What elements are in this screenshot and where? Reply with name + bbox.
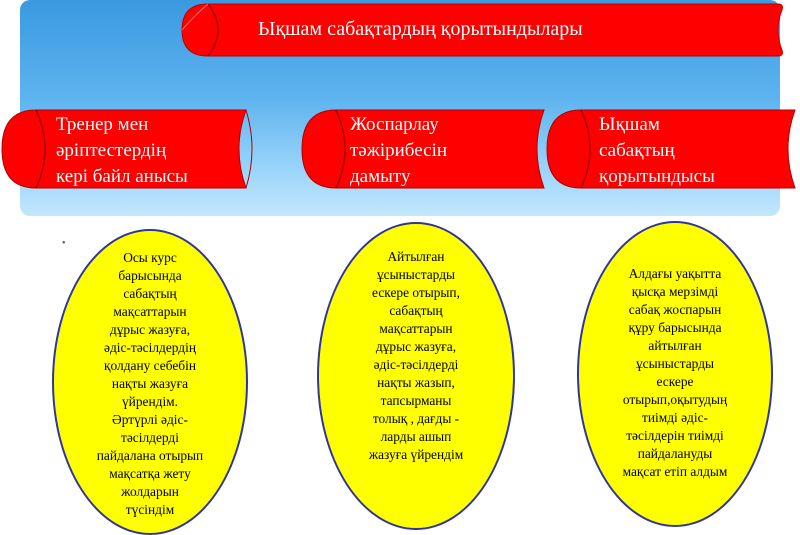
oval-line: жазуға үйрендім: [368, 447, 464, 462]
oval-text: [579, 265, 771, 481]
oval-line: сабақ жоспарын: [628, 302, 722, 317]
oval-line: пайдалана отырып: [96, 448, 204, 463]
oval-line: ескере: [656, 374, 694, 389]
oval-line: тәсілдерді: [121, 430, 179, 445]
header-box-planning: [300, 108, 548, 190]
oval-line: айтылған: [648, 338, 702, 353]
oval-line: құру барысында: [628, 320, 722, 335]
oval-line: жолдарын: [121, 484, 179, 499]
header-text: [350, 112, 447, 190]
oval-line: пайдалануды: [637, 446, 713, 461]
oval-line: ларды ашып: [380, 429, 452, 444]
oval-line: Алдағы уақытта: [628, 266, 722, 281]
header-box-summary: [545, 108, 797, 190]
oval-line: тапсырманы: [380, 393, 452, 408]
oval-line: ескере отырып,: [372, 285, 460, 300]
bullet-dot: •: [62, 238, 66, 249]
oval-line: Айтылған: [387, 249, 445, 264]
oval-line: сабақтың: [389, 303, 443, 318]
title-banner: [178, 0, 784, 60]
oval-line: мақсатқа жету: [109, 466, 191, 481]
oval-line: әдіс-тәсілдерді: [373, 357, 459, 372]
oval-planning: [317, 222, 515, 530]
oval-line: барысында: [118, 268, 182, 283]
header-line: Жоспарлау: [350, 114, 439, 135]
oval-line: мақсаттарын: [113, 304, 187, 319]
oval-line: үйрендім.: [121, 394, 179, 409]
oval-line: дұрыс жазуға,: [375, 339, 457, 354]
oval-line: мақсаттарын: [379, 321, 453, 336]
header-line: сабақтың: [599, 140, 675, 161]
oval-line: тәсілдерін тиімді: [626, 428, 724, 443]
oval-text: [54, 249, 246, 519]
oval-line: нақты жазуға: [111, 376, 189, 391]
oval-line: мақсат етіп алдым: [622, 464, 728, 479]
oval-line: қысқа мерзімді: [631, 284, 719, 299]
oval-line: сабақтың: [123, 286, 177, 301]
oval-line: түсіндім: [125, 502, 175, 517]
oval-summary: [577, 221, 773, 527]
header-text: [599, 112, 715, 190]
oval-line: отырып,оқытудың: [622, 392, 728, 407]
header-text: [56, 112, 188, 190]
oval-text: [319, 248, 513, 464]
oval-feedback: [52, 229, 248, 535]
header-line: қорытындысы: [599, 166, 715, 187]
oval-line: әдіс-тәсілдердің: [104, 340, 196, 355]
oval-line: нақты жазып,: [377, 375, 455, 390]
oval-line: тиімді әдіс-: [642, 410, 708, 425]
oval-line: Әртүрлі әдіс-: [112, 412, 188, 427]
header-box-feedback: [0, 108, 252, 190]
header-line: әріптестердің: [56, 140, 167, 161]
header-line: дамыту: [350, 166, 411, 187]
oval-line: дұрыс жазуға,: [109, 322, 191, 337]
oval-line: толық , дағды -: [372, 411, 460, 426]
oval-line: қолдану себебін: [103, 358, 196, 373]
oval-line: Осы курс: [123, 250, 177, 265]
oval-line: ұсыныстарды: [635, 356, 715, 371]
header-line: Ықшам: [599, 114, 660, 135]
header-line: кері байл анысы: [56, 166, 188, 187]
diagram-title: Ықшам сабақтардың қорытындылары: [258, 18, 583, 40]
header-line: тәжірибесін: [350, 140, 448, 161]
oval-line: ұсыныстарды: [376, 267, 456, 282]
header-line: Тренер мен: [56, 114, 149, 135]
